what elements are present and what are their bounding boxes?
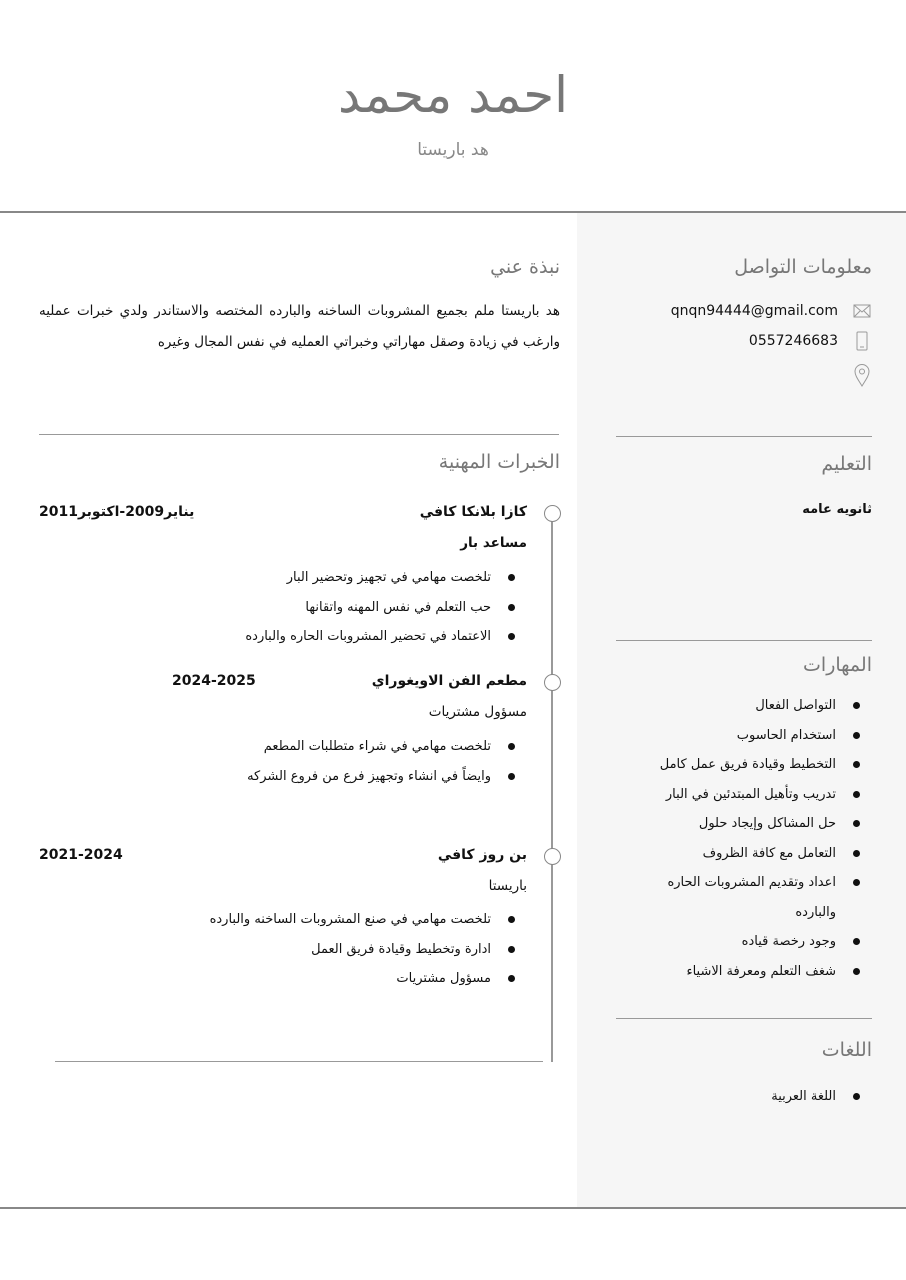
job-company: بن روز كافي xyxy=(437,847,527,863)
about-text: هد باريستا ملم بجميع المشروبات الساخنه والبارده المختصه والاستاندر ولدي خبرات عمليه وارغب في زيادة وصقل مهاراتي وخبراتي العمليه في نفس المجال وغيره xyxy=(39,303,560,350)
skill-item: شغف التعلم ومعرفة الاشياء xyxy=(602,957,872,987)
languages-list xyxy=(602,1082,872,1112)
timeline-dot xyxy=(544,674,561,691)
education-item: ثانويه عامه xyxy=(802,502,872,517)
candidate-name: احمد محمد xyxy=(337,66,569,124)
timeline-line xyxy=(551,513,553,1062)
skills-list xyxy=(602,691,872,986)
phone-icon xyxy=(852,331,872,351)
divider xyxy=(39,434,559,435)
task-item: الاعتماد في تحضير المشروبات الحاره والبارده xyxy=(87,622,527,652)
task-item: وايضاً في انشاء وتجهيز فرع من فروع الشركه xyxy=(87,762,527,792)
phone-text: 0557246683 xyxy=(748,333,838,349)
task-item: تلخصت مهامي في شراء متطلبات المطعم xyxy=(87,732,527,762)
skill-item: التخطيط وقيادة فريق عمل كامل xyxy=(602,750,872,780)
task-item: تلخصت مهامي في تجهيز وتحضير البار xyxy=(87,563,527,593)
envelope-icon xyxy=(852,304,872,318)
job-role: مسؤول مشتريات xyxy=(428,704,527,720)
divider xyxy=(616,640,872,641)
task-item: تلخصت مهامي في صنع المشروبات الساخنه والبارده xyxy=(87,905,527,935)
divider xyxy=(616,1018,872,1019)
languages-heading: اللغات xyxy=(821,1039,872,1061)
experience-heading: الخبرات المهنية xyxy=(438,451,560,473)
divider xyxy=(616,436,872,437)
job-tasks xyxy=(87,905,527,994)
contact-location xyxy=(612,363,872,387)
job-title: هد باريستا xyxy=(417,140,489,160)
skill-item: استخدام الحاسوب xyxy=(602,721,872,751)
skill-item: التعامل مع كافة الظروف xyxy=(602,839,872,869)
contact-heading: معلومات التواصل xyxy=(734,256,872,278)
timeline-dot xyxy=(544,848,561,865)
job-tasks xyxy=(87,563,527,652)
skill-item: التواصل الفعال xyxy=(602,691,872,721)
footer-divider xyxy=(0,1207,906,1209)
skill-item: اعداد وتقديم المشروبات الحاره والبارده xyxy=(602,868,872,927)
job-tasks xyxy=(87,732,527,791)
email-text: qnqn94444@gmail.com xyxy=(670,303,838,319)
job-role: باريستا xyxy=(488,878,527,894)
contact-email xyxy=(612,299,872,323)
timeline-dot xyxy=(544,505,561,522)
job-date: يناير2009-اكتوبر2011 xyxy=(39,504,195,520)
contact-phone xyxy=(612,329,872,353)
task-item: حب التعلم في نفس المهنه واتقانها xyxy=(87,593,527,623)
skill-item: تدريب وتأهيل المبتدئين في البار xyxy=(602,780,872,810)
job-role: مساعد بار xyxy=(460,535,527,551)
education-heading: التعليم xyxy=(821,453,872,475)
skill-item: حل المشاكل وإيجاد حلول xyxy=(602,809,872,839)
language-item: اللغة العربية xyxy=(602,1082,872,1112)
skills-heading: المهارات xyxy=(803,654,872,676)
divider xyxy=(55,1061,543,1062)
job-company: كازا بلانكا كافي xyxy=(419,504,527,520)
location-pin-icon xyxy=(852,363,872,387)
skill-item: وجود رخصة قياده xyxy=(602,927,872,957)
job-company: مطعم الفن الاويغوراي xyxy=(371,673,527,689)
job-date: 2021-2024 xyxy=(39,847,123,863)
task-item: مسؤول مشتريات xyxy=(87,964,527,994)
job-date: 2024-2025 xyxy=(172,673,256,689)
task-item: ادارة وتخطيط وقيادة فريق العمل xyxy=(87,935,527,965)
about-heading: نبذة عني xyxy=(490,256,560,278)
